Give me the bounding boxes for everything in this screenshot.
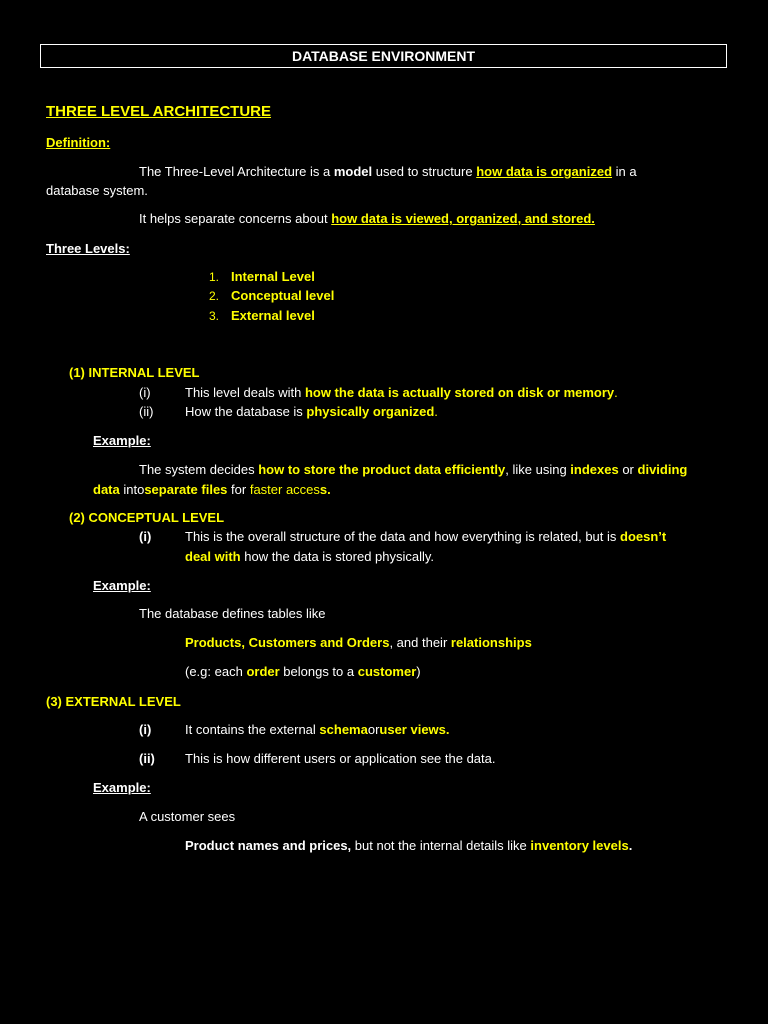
external-example-label: Example:: [93, 780, 151, 795]
text: It helps separate concerns about: [139, 211, 332, 226]
highlight: how data is viewed, organized, and stored.: [331, 211, 595, 226]
list-number: 1.: [209, 270, 220, 284]
highlight: Products, Customers and Orders: [185, 635, 390, 650]
external-point-num: (ii): [139, 751, 155, 766]
highlight: indexes: [570, 462, 619, 477]
external-example-line1: A customer sees: [139, 809, 236, 824]
external-heading: (3) EXTERNAL LEVEL: [46, 694, 181, 709]
internal-example-line2: [93, 481, 331, 499]
text: The system decides: [139, 462, 259, 477]
definition-label: Definition:: [46, 135, 111, 150]
list-label: External level: [231, 308, 315, 323]
highlight: customer: [357, 664, 417, 679]
list-number: 2.: [209, 289, 220, 303]
text: (e.g: each: [185, 664, 247, 679]
internal-point-2: [185, 403, 438, 421]
text: or: [367, 722, 380, 737]
conceptual-point-1-line2: [185, 548, 434, 566]
highlight: faster acces: [249, 482, 320, 497]
list-item: [209, 268, 315, 286]
highlight: how data is organized: [476, 164, 613, 179]
text: how the data is stored physically.: [240, 549, 435, 564]
highlight: physically organized: [306, 404, 435, 419]
highlight: doesn’t: [620, 529, 667, 544]
list-item: [209, 307, 315, 325]
text: How the database is: [185, 404, 307, 419]
highlight: order: [246, 664, 280, 679]
text: .: [614, 385, 618, 400]
highlight: data: [93, 482, 120, 497]
highlight: inventory levels: [530, 838, 629, 853]
external-point-2: This is how different users or application see the data.: [185, 751, 496, 766]
highlight: user views.: [379, 722, 450, 737]
text: used to structure: [372, 164, 477, 179]
conceptual-example-line1: The database defines tables like: [139, 606, 326, 621]
highlight: how the data is actually stored on disk or memory: [304, 385, 615, 400]
text: It contains the external: [185, 722, 320, 737]
text: or: [618, 462, 638, 477]
definition-paragraph-2: [139, 210, 595, 228]
internal-point-num: (ii): [139, 404, 154, 419]
list-item: [209, 287, 334, 305]
text: for: [227, 482, 250, 497]
external-example-line2: [185, 837, 632, 855]
external-point-1: [185, 721, 450, 739]
highlight: s.: [319, 482, 331, 497]
conceptual-example-label: Example:: [93, 578, 151, 593]
highlight: separate files: [144, 482, 228, 497]
text: .: [434, 404, 438, 419]
external-point-num: (i): [139, 722, 152, 737]
text: in a: [612, 164, 637, 179]
conceptual-point-num: (i): [139, 529, 152, 544]
internal-example-line1: [139, 461, 687, 479]
three-levels-label: Three Levels:: [46, 241, 130, 256]
conceptual-point-1: [185, 528, 666, 546]
text: ): [416, 664, 421, 679]
text: Product names and prices,: [185, 838, 352, 853]
text: .: [628, 838, 633, 853]
highlight: deal with: [185, 549, 241, 564]
text: into: [119, 482, 145, 497]
list-label: Conceptual level: [231, 288, 335, 303]
highlight: dividing: [637, 462, 688, 477]
text: , like using: [505, 462, 571, 477]
text: but not the internal details like: [351, 838, 531, 853]
list-number: 3.: [209, 309, 220, 323]
section-title: THREE LEVEL ARCHITECTURE: [46, 103, 272, 120]
text: The Three-Level Architecture is a: [139, 164, 334, 179]
conceptual-heading: (2) CONCEPTUAL LEVEL: [69, 510, 225, 525]
text: , and their: [389, 635, 451, 650]
text: model: [333, 164, 373, 179]
list-label: Internal Level: [231, 269, 315, 284]
internal-heading: (1) INTERNAL LEVEL: [69, 365, 200, 380]
conceptual-example-line3: [185, 663, 421, 681]
definition-paragraph-1: [139, 163, 637, 181]
text: belongs to a: [279, 664, 358, 679]
highlight: schema: [319, 722, 368, 737]
page-title: DATABASE ENVIRONMENT: [40, 44, 727, 68]
conceptual-example-line2: [185, 634, 532, 652]
definition-paragraph-1-line2: database system.: [46, 183, 148, 198]
text: This is the overall structure of the data and how everything is related, but is: [185, 529, 621, 544]
highlight: how to store the product data efficiently: [258, 462, 506, 477]
internal-point-1: [185, 384, 618, 402]
highlight: relationships: [450, 635, 532, 650]
internal-point-num: (i): [139, 385, 151, 400]
text: This level deals with: [185, 385, 305, 400]
internal-example-label: Example:: [93, 433, 151, 448]
